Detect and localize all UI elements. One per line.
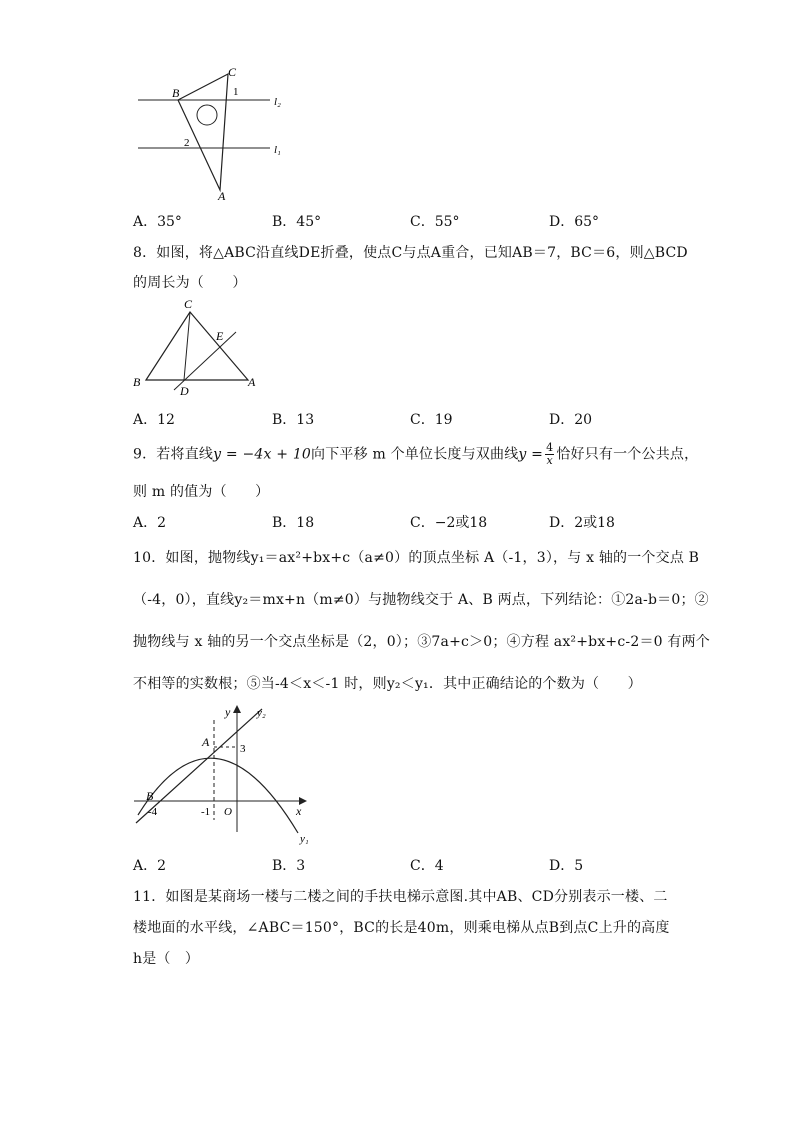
label-E: E xyxy=(216,329,224,343)
q11-text-line1: 11．如图是某商场一楼与二楼之间的手扶电梯示意图.其中AB、CD分别表示一楼、二 xyxy=(133,889,668,905)
q8-text-line1: 8．如图，将△ABC沿直线DE折叠，使点C与点A重合，已知AB＝7，BC＝6，则△BCD xyxy=(133,245,688,261)
q7-option-a: A．35° xyxy=(133,214,182,230)
q8-option-d: D．20 xyxy=(549,412,593,428)
q9-option-d: D．2或18 xyxy=(549,515,615,531)
label-angle-1: 1 xyxy=(233,86,239,98)
q10-text-line1: 10．如图，抛物线y₁＝ax²+bx+c（a≠0）的顶点坐标 A（-1，3），与 x 轴的一个交点 B xyxy=(133,550,700,566)
q11-text-line2: 楼地面的水平线，∠ABC＝150°，BC的长是40m，则乘电梯从点B到点C上升的高度 xyxy=(133,920,670,936)
label-D: D xyxy=(180,384,189,398)
q10-option-c: C．4 xyxy=(410,858,444,874)
q9-mid: 向下平移 m 个单位长度与双曲线 xyxy=(311,446,519,463)
label-B: B xyxy=(172,86,180,100)
q10-text-line2: （-4，0），直线y₂＝mx+n（m≠0）与抛物线交于 A、B 两点，下列结论：①2a-b＝0；② xyxy=(133,592,709,608)
label-C: C xyxy=(184,297,193,311)
q9-line-expr: y = −4x + 10 xyxy=(213,446,312,463)
label-A: A xyxy=(202,735,210,749)
q8-figure xyxy=(130,296,265,401)
segment-cd xyxy=(184,312,190,380)
q7-option-b: B．45° xyxy=(272,214,322,230)
label-y: y xyxy=(225,705,231,719)
q11-text-line3: h是（ ） xyxy=(133,951,200,967)
label-y1: y₁ xyxy=(300,833,309,845)
q9-option-b: B．18 xyxy=(272,515,315,531)
q9-text-line1 xyxy=(133,442,698,467)
q10-option-d: D．5 xyxy=(549,858,584,874)
q7-option-d: D．65° xyxy=(549,214,600,230)
q10-figure xyxy=(128,702,328,847)
label-C: C xyxy=(228,65,237,79)
q8-option-c: C．19 xyxy=(410,412,453,428)
q9-text-line2: 则 m 的值为（ ） xyxy=(133,484,270,500)
q10-option-b: B．3 xyxy=(272,858,306,874)
label-y2: y₂ xyxy=(257,707,266,719)
label-O: O xyxy=(224,806,232,818)
q8-option-a: A．12 xyxy=(133,412,175,428)
label-angle-2: 2 xyxy=(184,137,190,149)
q9-frac-num: 4 xyxy=(546,441,554,454)
q9-tail: 恰好只有一个公共点， xyxy=(556,446,699,463)
label-A: A xyxy=(218,189,226,203)
triangle-abc xyxy=(146,312,248,380)
label-x: x xyxy=(296,804,302,818)
q8-text-line2: 的周长为（ ） xyxy=(133,275,247,291)
label-minus4: -4 xyxy=(148,806,158,818)
q9-option-a: A．2 xyxy=(133,515,167,531)
label-B: B xyxy=(133,375,141,389)
label-B: B xyxy=(146,789,154,803)
triangle-abc xyxy=(178,74,228,190)
q7-figure xyxy=(130,60,300,205)
q9-fraction xyxy=(545,442,554,467)
q9-y-eq: y = xyxy=(518,446,544,463)
q7-option-c: C．55° xyxy=(410,214,460,230)
ruler-hole xyxy=(197,105,217,125)
q10-text-line3: 抛物线与 x 轴的另一个交点坐标是（2，0）；③7a+c＞0；④方程 ax²+bx+c-2＝0 有两个 xyxy=(133,634,710,650)
label-A: A xyxy=(248,375,256,389)
label-3: 3 xyxy=(240,743,246,755)
q10-text-line4: 不相等的实数根；⑤当-4＜x＜-1 时，则y₂＜y₁．其中正确结论的个数为（ ） xyxy=(133,676,642,692)
q9-option-c: C．−2或18 xyxy=(410,515,488,531)
fold-line-de xyxy=(174,332,236,390)
label-minus1: -1 xyxy=(201,806,211,818)
q10-option-a: A．2 xyxy=(133,858,167,874)
q8-option-b: B．13 xyxy=(272,412,315,428)
q9-lead: 9．若将直线 xyxy=(133,446,214,463)
label-l1: l₁ xyxy=(274,144,281,156)
label-l2: l₂ xyxy=(274,96,281,108)
parabola-y1 xyxy=(138,758,298,833)
q9-frac-den: x xyxy=(546,454,553,467)
